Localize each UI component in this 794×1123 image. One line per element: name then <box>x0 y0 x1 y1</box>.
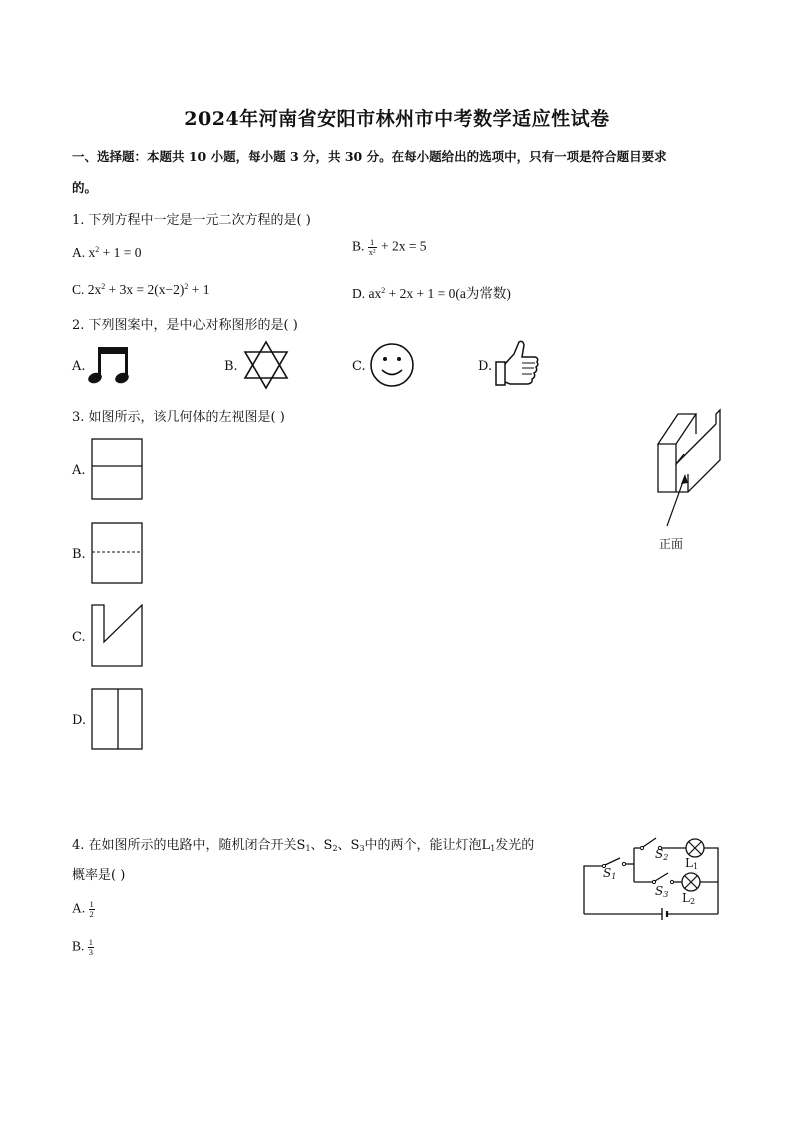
q3-option-b-label[interactable]: B. <box>72 547 86 562</box>
q3-figure-caption: 正面 <box>659 537 684 551</box>
option-label: A. <box>72 900 86 916</box>
circuit-label-s1: $S_1$ <box>603 866 617 881</box>
option-label: A. <box>72 245 86 260</box>
option-expr: + 2x = 5 <box>380 238 427 254</box>
thumbs-up-icon <box>492 338 542 390</box>
section-heading-cont: 的。 <box>72 180 98 195</box>
q3-option-b-view <box>91 522 144 585</box>
q3-option-d-view <box>91 688 144 751</box>
q4-circuit-diagram <box>578 828 728 926</box>
page-title: 2024年河南省安阳市林州市中考数学适应性试卷 <box>184 108 610 130</box>
q2-option-d-label[interactable]: D. <box>478 359 493 374</box>
q3-option-a-label[interactable]: A. <box>72 463 86 478</box>
question-4-stem: 4. 在如图所示的电路中，随机闭合开关$S_1$、$S_2$、$S_3$中的两个，能让灯泡$L_1$发光的 <box>72 838 535 853</box>
q1-option-c[interactable] <box>72 282 209 298</box>
option-label: B. <box>72 938 85 954</box>
option-expr: $2x^2 + 3x = 2(x-2)^2 + 1$ <box>87 282 210 297</box>
fraction: $\frac{1}{3}$ <box>88 937 94 957</box>
question-3-stem: 3. 如图所示，该几何体的左视图是( ) <box>72 410 285 425</box>
q2-option-c-label[interactable]: C. <box>352 359 366 374</box>
q2-option-b-label[interactable]: B. <box>224 359 238 374</box>
option-expr: $x^2 + 1 = 0$ <box>88 245 142 260</box>
section-heading: 一、选择题：本题共 10 小题，每小题 3 分，共 30 分。在每小题给出的选项中，只有一项是符合题目要求 <box>72 149 667 164</box>
question-4-stem-cont: 概率是( ) <box>72 868 126 883</box>
q3-option-a-view <box>91 438 144 501</box>
q4-option-a[interactable] <box>72 900 96 919</box>
hexagram-icon <box>242 340 290 390</box>
q3-solid-figure <box>654 404 726 534</box>
option-label: C. <box>72 282 85 297</box>
music-note-icon <box>86 342 132 388</box>
option-label: D. <box>352 286 366 301</box>
circuit-label-s2: $S_2$ <box>655 847 669 862</box>
circuit-label-s3: $S_3$ <box>655 884 669 899</box>
circuit-label-l1: $L_1$ <box>685 856 699 871</box>
option-label: B. <box>352 238 365 254</box>
fraction: $\frac{1}{2}$ <box>89 899 94 919</box>
q2-option-a-label[interactable]: A. <box>72 359 86 374</box>
q1-option-a[interactable] <box>72 245 141 261</box>
circuit-label-l2: $L_2$ <box>682 891 696 906</box>
option-expr: $ax^2 + 2x + 1 = 0(a$为常数) <box>368 286 511 301</box>
q1-option-b[interactable] <box>352 238 427 257</box>
question-2-stem: 2. 下列图案中，是中心对称图形的是( ) <box>72 318 298 333</box>
fraction: $\frac{1}{\text{x²}}$ <box>368 237 376 257</box>
question-1-stem: 1. 下列方程中一定是一元二次方程的是( ) <box>72 213 311 228</box>
q3-option-d-label[interactable]: D. <box>72 713 87 728</box>
q3-option-c-view <box>91 604 144 668</box>
smiley-face-icon <box>368 341 416 389</box>
q1-option-d[interactable] <box>352 282 511 302</box>
q3-option-c-label[interactable]: C. <box>72 630 86 645</box>
q4-option-b[interactable] <box>72 938 95 957</box>
